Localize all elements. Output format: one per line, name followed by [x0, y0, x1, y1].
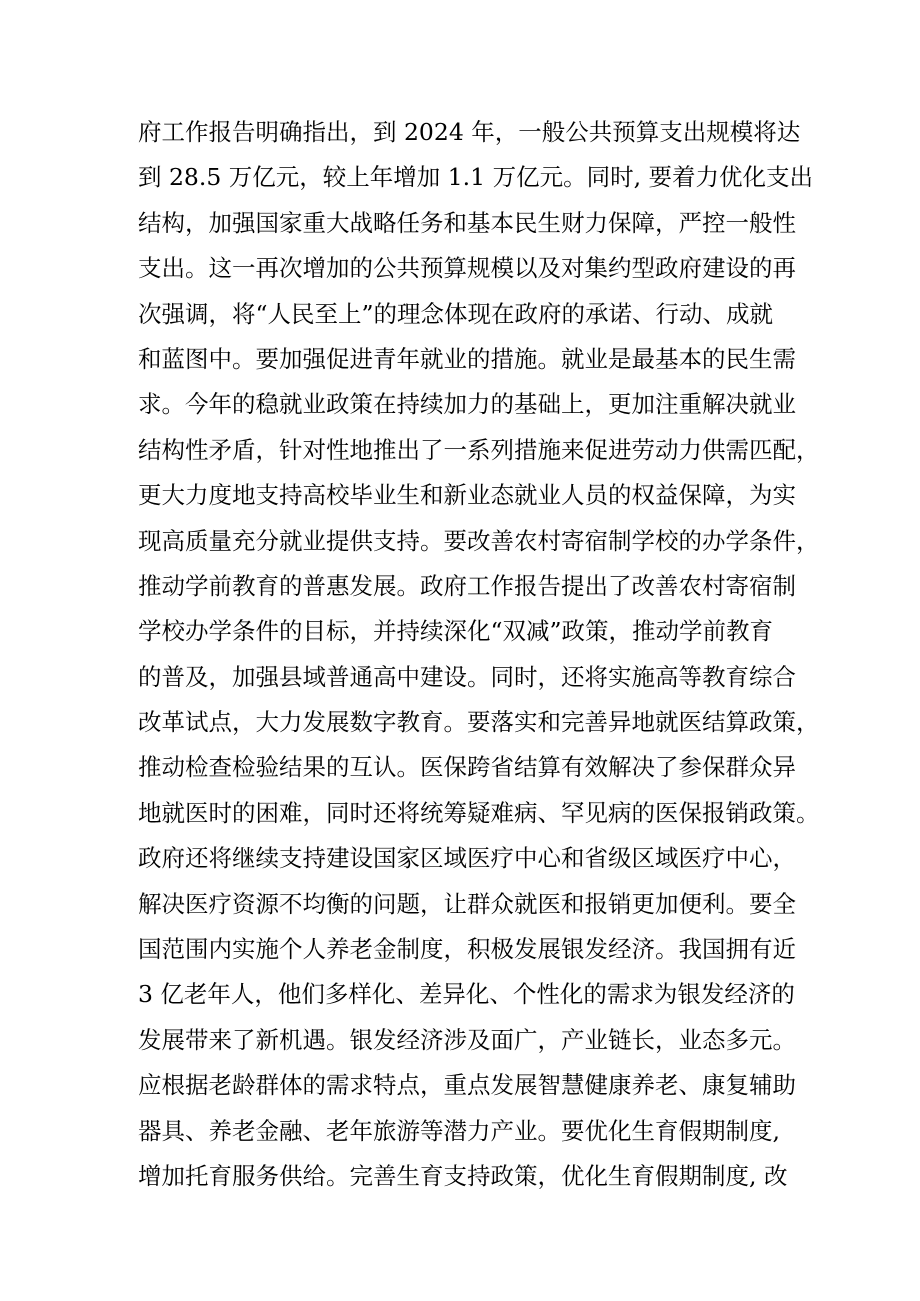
- text-line: 发展带来了新机遇。银发经济涉及面广，产业链长，业态多元。: [138, 1025, 796, 1054]
- text-line: 增加托育服务供给。完善生育支持政策，优化生育假期制度, 改: [138, 1161, 788, 1190]
- text-line: 和蓝图中。要加强促进青年就业的措施。就业是最基本的民生需: [138, 344, 796, 373]
- text-line: 学校办学条件的目标，并持续深化“双减”政策，推动学前教育: [138, 617, 774, 646]
- text-line: 现高质量充分就业提供支持。要改善农村寄宿制学校的办学条件，: [138, 526, 820, 555]
- text-line: 府工作报告明确指出，到 2024 年，一般公共预算支出规模将达: [138, 118, 801, 146]
- text-line: 政府还将继续支持建设国家区域医疗中心和省级区域医疗中心，: [138, 844, 796, 873]
- text-line: 次强调，将“人民至上”的理念体现在政府的承诺、行动、成就: [138, 299, 774, 328]
- body-paragraph: [138, 110, 820, 1199]
- text-line: 求。今年的稳就业政策在持续加力的基础上，更加注重解决就业: [138, 390, 796, 419]
- text-line: 推动学前教育的普惠发展。政府工作报告提出了改善农村寄宿制: [138, 571, 796, 600]
- text-line: 解决医疗资源不均衡的问题，让群众就医和报销更加便利。要全: [138, 889, 796, 918]
- text-line: 地就医时的困难，同时还将统筹疑难病、罕见病的医保报销政策。: [138, 798, 820, 827]
- text-line: 结构，加强国家重大战略任务和基本民生财力保障，严控一般性: [138, 208, 796, 237]
- text-line: 更大力度地支持高校毕业生和新业态就业人员的权益保障，为实: [138, 481, 796, 510]
- text-line: 国范围内实施个人养老金制度，积极发展银发经济。我国拥有近: [138, 935, 796, 964]
- text-line: 到 28.5 万亿元，较上年增加 1.1 万亿元。同时, 要着力优化支出: [138, 163, 814, 192]
- text-line: 支出。这一再次增加的公共预算规模以及对集约型政府建设的再: [138, 254, 796, 283]
- text-line: 改革试点，大力发展数字教育。要落实和完善异地就医结算政策，: [138, 708, 820, 737]
- text-line: 应根据老龄群体的需求特点，重点发展智慧健康养老、康复辅助: [138, 1071, 796, 1100]
- text-line: 3 亿老年人，他们多样化、差异化、个性化的需求为银发经济的: [138, 980, 795, 1009]
- text-line: 的普及，加强县域普通高中建设。同时，还将实施高等教育综合: [138, 662, 796, 691]
- text-line: 器具、养老金融、老年旅游等潜力产业。要优化生育假期制度,: [138, 1116, 780, 1145]
- text-line: 结构性矛盾，针对性地推出了一系列措施来促进劳动力供需匹配，: [138, 435, 820, 464]
- text-line: 推动检查检验结果的互认。医保跨省结算有效解决了参保群众异: [138, 753, 796, 782]
